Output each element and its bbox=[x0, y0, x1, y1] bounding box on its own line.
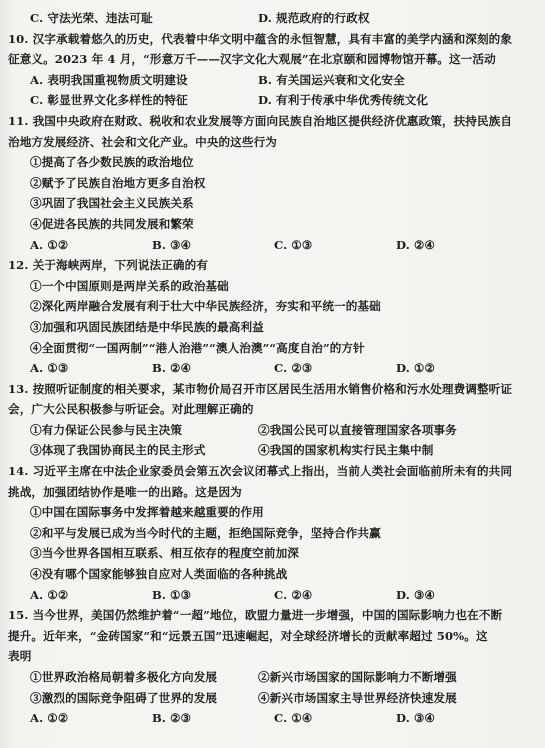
q15-choice-d: D. ③④ bbox=[396, 711, 436, 726]
q13-stem-line2: 会，广大公民积极参与听证会。对此理解正确的 bbox=[8, 402, 254, 417]
q12-choices bbox=[8, 358, 533, 379]
q12-statement-2: ②深化两岸融合发展有利于壮大中华民族经济，夯实和平统一的基础 bbox=[30, 299, 381, 314]
q15-stem-line3: 表明 bbox=[8, 649, 32, 664]
q11-statement-3: ③巩固了我国社会主义民族关系 bbox=[30, 196, 194, 211]
q13-statement-3: ③体现了我国协商民主的民主形式 bbox=[30, 443, 206, 458]
q15-statement-1: ①世界政治格局朝着多极化方向发展 bbox=[30, 670, 218, 684]
q13-statement-4: ④我国的国家机构实行民主集中制 bbox=[258, 443, 434, 458]
q13-statement-1: ①有力保证公民参与民主决策 bbox=[30, 422, 183, 437]
q15-statements-34 bbox=[8, 688, 533, 709]
q11-choice-a: A. ①② bbox=[30, 237, 69, 252]
q10-stem-line1: 10. 汉字承载着悠久的历史，代表着中华文明中蕴含的永恒智慧，具有丰富的美学内涵和深刻的象 bbox=[8, 31, 513, 46]
q12-choice-b: B. ②④ bbox=[152, 361, 192, 376]
q15-choice-b: B. ②③ bbox=[152, 711, 192, 726]
q10-options-cd bbox=[8, 90, 533, 111]
q9-option-d: D. 规范政府的行政权 bbox=[258, 11, 370, 25]
q15-stem-line2: 提升。近年来，“金砖国家”和“远景五国”迅速崛起，对全球经济增长的贡献率超过 50%。这 bbox=[8, 628, 488, 643]
q13-statements-34 bbox=[8, 440, 533, 461]
q15-stem-line1: 15. 当今世界，美国仍然维护着“一超”地位，欧盟力量进一步增强，中国的国际影响力也在不断 bbox=[8, 608, 503, 623]
q14-statement-4: ④没有哪个国家能够独自应对人类面临的各种挑战 bbox=[30, 567, 288, 582]
q11-statement-4: ④促进各民族的共同发展和繁荣 bbox=[30, 216, 194, 231]
q14-stem-line2: 挑战，加强团结协作是唯一的出路。这是因为 bbox=[8, 484, 242, 499]
q12-choice-c: C. ②③ bbox=[274, 361, 313, 376]
q12-statement-3: ③加强和巩固民族团结是中华民族的最高利益 bbox=[30, 319, 264, 334]
q11-choice-c: C. ①③ bbox=[274, 237, 313, 252]
q12-stem-line1: 12. 关于海峡两岸，下列说法正确的有 bbox=[8, 258, 209, 273]
q11-stem-line1: 11. 我国中央政府在财政、税收和农业发展等方面向民族自治地区提供经济优惠政策，扶持民族自 bbox=[8, 113, 513, 128]
q10-option-c: C. 彰显世界文化多样性的特征 bbox=[30, 93, 188, 108]
q12-statement-1: ①一个中国原则是两岸关系的政治基础 bbox=[30, 278, 229, 293]
q14-choice-b: B. ①③ bbox=[152, 587, 192, 602]
q13-statements-12 bbox=[8, 420, 533, 441]
q10-option-d: D. 有利于传承中华优秀传统文化 bbox=[258, 93, 429, 108]
q11-choice-d: D. ②④ bbox=[396, 237, 436, 252]
q14-choice-d: D. ③④ bbox=[396, 587, 436, 602]
q13-statement-2: ②我国公民可以直接管理国家各项事务 bbox=[258, 422, 457, 437]
q10-options-ab bbox=[8, 70, 533, 91]
q11-stem-line2: 治地方发展经济、社会和文化产业。中央的这些行为 bbox=[8, 134, 277, 149]
q14-statement-3: ③当今世界各国相互联系、相互依存的程度空前加深 bbox=[30, 546, 299, 561]
q12-choice-a: A. ①③ bbox=[30, 361, 69, 376]
q10-option-b: B. 有关国运兴衰和文化安全 bbox=[258, 72, 405, 87]
q13-stem-line1: 13. 按照听证制度的相关要求，某市物价局召开市区居民生活用水销售价格和污水处理费调整听证 bbox=[8, 381, 513, 396]
q15-choice-c: C. ①④ bbox=[274, 711, 313, 726]
q11-choice-b: B. ③④ bbox=[152, 237, 192, 252]
q15-choices bbox=[8, 708, 533, 729]
q10-option-a: A. 表明我国重视物质文明建设 bbox=[30, 72, 188, 87]
q15-statement-4: ④新兴市场国家主导世界经济快速发展 bbox=[258, 690, 457, 705]
q12-statement-4: ④全面贯彻“一国两制”“港人治港”“澳人治澳”“高度自治”的方针 bbox=[30, 340, 365, 355]
q11-statement-1: ①提高了各少数民族的政治地位 bbox=[30, 155, 194, 170]
q11-choices bbox=[8, 235, 533, 256]
q14-stem-line1: 14. 习近平主席在中法企业家委员会第五次会议闭幕式上指出，当前人类社会面临前所未有的共同 bbox=[8, 464, 513, 479]
q9-option-c: C. 守法光荣、违法可耻 bbox=[30, 11, 153, 25]
q15-statement-3: ③激烈的国际竞争阻碍了世界的发展 bbox=[30, 690, 218, 705]
q10-stem-line2: 征意义。2023 年 4 月，“形意万千——汉字文化大观展”在北京颐和园博物馆开幕。这一活动 bbox=[8, 52, 496, 67]
q11-statement-2: ②赋予了民族自治地方更多自治权 bbox=[30, 175, 206, 190]
q15-statements-12 bbox=[8, 667, 533, 688]
q14-statement-1: ①中国在国际事务中发挥着越来越重要的作用 bbox=[30, 505, 264, 520]
q15-statement-2: ②新兴市场国家的国际影响力不断增强 bbox=[258, 670, 457, 684]
q9-options-cd bbox=[8, 8, 533, 29]
q14-choices bbox=[8, 585, 533, 606]
q12-choice-d: D. ①② bbox=[396, 361, 436, 376]
q15-choice-a: A. ①② bbox=[30, 711, 69, 726]
q14-choice-a: A. ①② bbox=[30, 587, 69, 602]
q14-choice-c: C. ②④ bbox=[274, 587, 313, 602]
q14-statement-2: ②和平与发展已成为当今时代的主题，拒绝国际竞争，坚持合作共赢 bbox=[30, 525, 381, 540]
